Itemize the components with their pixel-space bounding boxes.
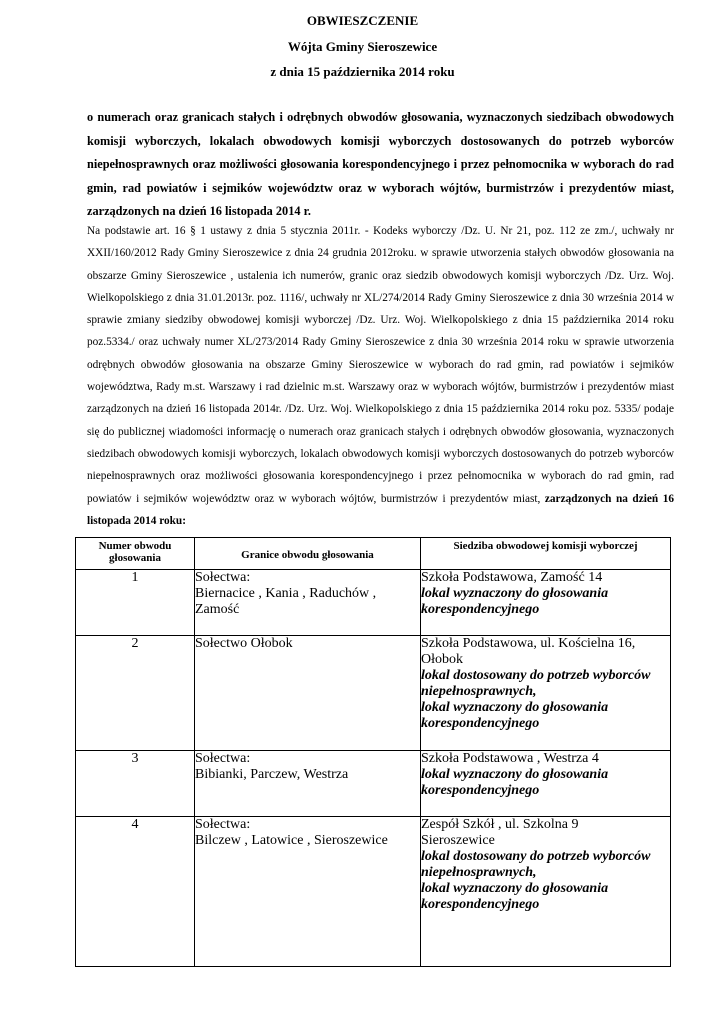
district-number: 1 xyxy=(76,570,195,636)
district-area-text: Sołectwa: Bilczew , Latowice , Sieroszewice xyxy=(195,817,388,848)
district-area xyxy=(195,570,421,636)
district-area-text: Sołectwo Ołobok xyxy=(195,636,293,651)
seat-note: lokal dostosowany do potrzeb wyborców niepełnosprawnych, xyxy=(421,849,651,880)
table-row xyxy=(76,636,671,751)
document-date: z dnia 15 października 2014 roku xyxy=(270,64,455,79)
seat-note: lokal wyznaczony do głosowania korespondencyjnego xyxy=(421,767,609,798)
legal-basis-paragraph xyxy=(87,220,674,532)
districts-table xyxy=(75,537,671,967)
table-row xyxy=(76,751,671,817)
district-area xyxy=(195,751,421,817)
district-area xyxy=(195,636,421,751)
district-area xyxy=(195,817,421,967)
district-seat xyxy=(421,817,671,967)
district-seat xyxy=(421,570,671,636)
header-number: Numer obwodu głosowania xyxy=(76,538,195,570)
seat-address: Szkoła Podstawowa, ul. Kościelna 16, Ołobok xyxy=(421,636,636,667)
district-number: 3 xyxy=(76,751,195,817)
district-number: 2 xyxy=(76,636,195,751)
table-row xyxy=(76,817,671,967)
legal-basis-text: Na podstawie art. 16 § 1 ustawy z dnia 5 stycznia 2011r. - Kodeks wyborczy /Dz. U. Nr 21, poz. 112 ze zm./, uchwały nr XXII/160/2012 Rady Gminy Sieroszewice z dnia 24 grudnia 2012roku. w sprawie utworzenia stałych obwodów głosowania na obszarze Gminy Sieroszewice , ustalenia ich numerów, granic oraz siedzib obwodowych komisji wyborczych /Dz. Urz. Woj. Wielkopolskiego z dnia 31.01.2013r. poz. 1116/, uchwały nr XL/274/2014 Rady Gminy Sieroszewice z dnia 30 września 2014 w sprawie zmiany siedziby obwodowej komisji wyborczej /Dz. Urz. Woj. Wielkopolskiego z dnia 15 października 2014 roku poz.5334./ oraz uchwały numer XL/273/2014 Rady Gminy Sieroszewice z dnia 30 września 2014 roku w sprawie utworzenia odrębnych obwodów głosowania na obszarze Gminy Sieroszewice w wyborach do rad gmin, rad powiatów i sejmików województwa, Rady m.st. Warszawy i rad dzielnic m.st. Warszawy oraz w wyborach wójtów, burmistrzów i prezydentów miast zarządzonych na dzień 16 listopada 2014r. /Dz. Urz. Woj. Wielkopolskiego z dnia 15 października 2014 roku poz. 5335/ podaje się do publicznej wiadomości informację o numerach oraz granicach stałych i odrębnych obwodów głosowania, wyznaczonych siedzibach obwodowych komisji wyborczych, lokalach obwodowych komisji wyborczych dostosowanych do potrzeb wyborców niepełnosprawnych oraz możliwości głosowania korespondencyjnego i przez pełnomocnika w wyborach do rad gmin, rad powiatów i sejmików województw oraz w wyborach wójtów, burmistrzów i prezydentów miast, xyxy=(87,225,674,505)
table-header-row xyxy=(76,538,671,570)
header-seat: Siedziba obwodowej komisji wyborczej xyxy=(421,538,671,570)
document-title: OBWIESZCZENIE xyxy=(306,13,419,28)
seat-note: lokal dostosowany do potrzeb wyborców niepełnosprawnych, xyxy=(421,668,651,699)
document-subject: o numerach oraz granicach stałych i odrębnych obwodów głosowania, wyznaczonych siedzibach obwodowych komisji wyborczych, lokalach obwodowych komisji wyborczych dostosowanych do potrzeb wyborców niepełnosprawnych oraz możliwości głosowania korespondencyjnego i przez pełnomocnika w wyborach do rad gmin, rad powiatów i sejmików województw oraz w wyborach wójtów, burmistrzów i prezydentów miast, zarządzonych na dzień 16 listopada 2014 r. xyxy=(87,110,674,218)
legal-basis-emphasis: zarządzonych na dzień 16 listopada 2014 roku: xyxy=(87,492,674,527)
table-row xyxy=(76,570,671,636)
seat-address: Szkoła Podstawowa, Zamość 14 xyxy=(421,570,603,585)
district-seat xyxy=(421,751,671,817)
district-number: 4 xyxy=(76,817,195,967)
seat-address: Szkoła Podstawowa , Westrza 4 xyxy=(421,751,599,766)
district-area-text: Sołectwa: Biernacice , Kania , Raduchów , Zamość xyxy=(195,570,377,617)
seat-note: lokal wyznaczony do głosowania korespondencyjnego xyxy=(421,586,609,617)
seat-note: lokal wyznaczony do głosowania korespondencyjnego xyxy=(421,700,609,731)
header-area: Granice obwodu głosowania xyxy=(195,538,421,570)
district-seat xyxy=(421,636,671,751)
district-area-text: Sołectwa: Bibianki, Parczew, Westrza xyxy=(195,751,349,782)
seat-address: Zespół Szkół , ul. Szkolna 9 Sieroszewice xyxy=(421,817,579,848)
document-issuer: Wójta Gminy Sieroszewice xyxy=(287,39,438,54)
seat-note: lokal wyznaczony do głosowania korespondencyjnego xyxy=(421,881,609,912)
